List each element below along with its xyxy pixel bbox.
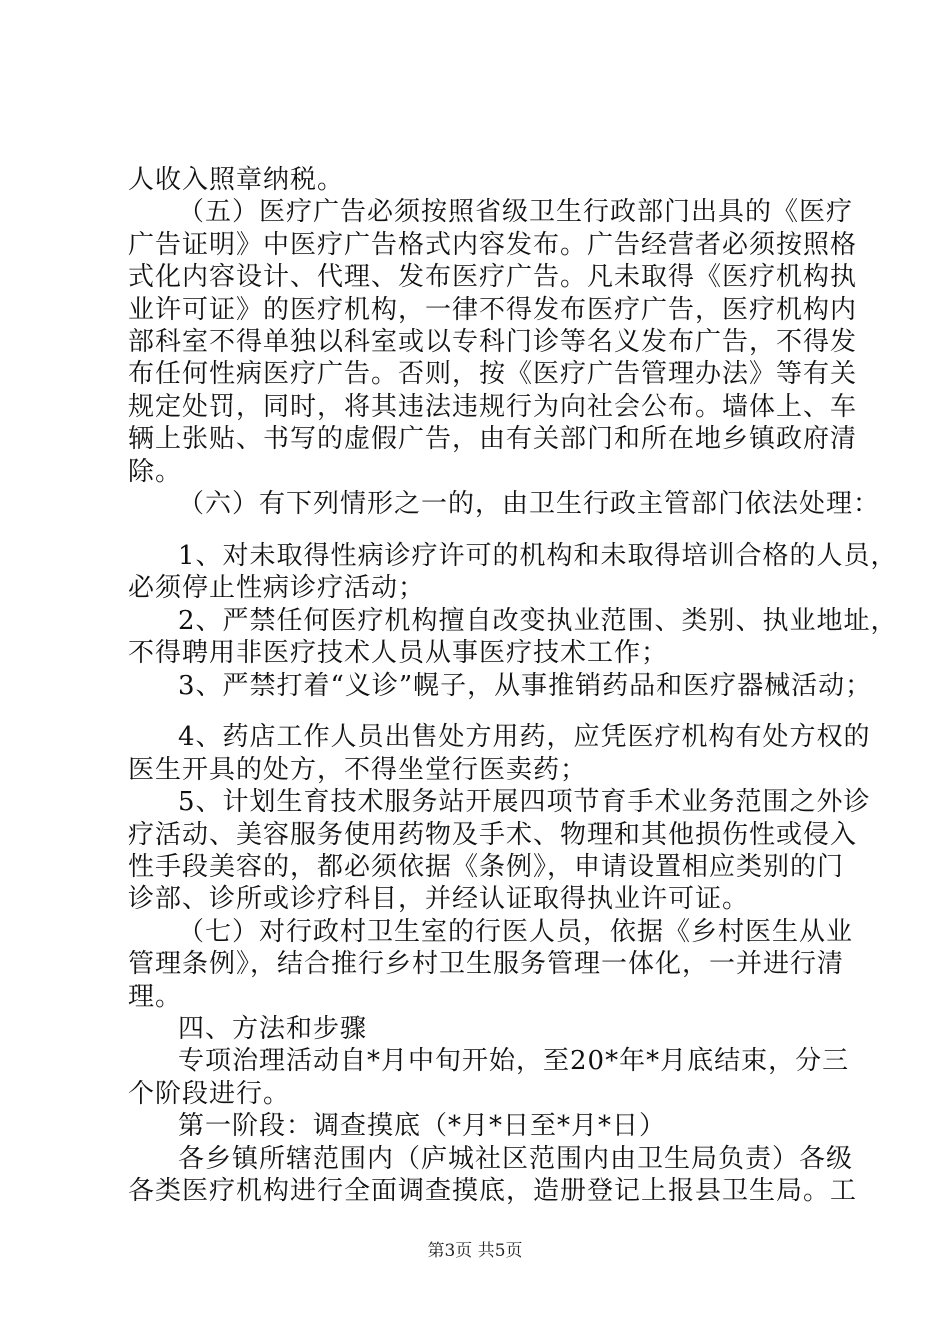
text-line: 布任何性病医疗广告。否则，按《医疗广告管理办法》等有关	[128, 359, 858, 389]
text-line: （五）医疗广告必须按照省级卫生行政部门出具的《医疗	[178, 197, 854, 227]
text-line: 各乡镇所辖范围内（庐城社区范围内由卫生局负责）各级	[178, 1144, 854, 1174]
text-line: 业许可证》的医疗机构，一律不得发布医疗广告，医疗机构内	[128, 295, 858, 325]
text-line: 人收入照章纳税。	[128, 165, 345, 195]
text-line: 2、严禁任何医疗机构擅自改变执业范围、类别、执业地址，	[178, 606, 898, 636]
text-line: 各类医疗机构进行全面调查摸底，造册登记上报县卫生局。工	[128, 1176, 858, 1206]
text-line: 第一阶段：调查摸底（*月*日至*月*日）	[178, 1111, 667, 1141]
text-line: 广告证明》中医疗广告格式内容发布。广告经营者必须按照格	[128, 230, 858, 260]
text-line: （六）有下列情形之一的，由卫生行政主管部门依法处理：	[178, 489, 881, 519]
text-line: 必须停止性病诊疗活动；	[128, 573, 426, 603]
text-line: 规定处罚，同时，将其违法违规行为向社会公布。墙体上、车	[128, 392, 858, 422]
text-line: 专项治理活动自*月中旬开始，至20*年*月底结束，分三	[178, 1046, 850, 1076]
text-line: 管理条例》，结合推行乡村卫生服务管理一体化，一并进行清	[128, 949, 845, 979]
text-line: 四、方法和步骤	[178, 1014, 368, 1044]
text-line: 不得聘用非医疗技术人员从事医疗技术工作；	[128, 638, 669, 668]
text-line: 个阶段进行。	[128, 1079, 291, 1109]
text-line: 辆上张贴、书写的虚假广告，由有关部门和所在地乡镇政府清	[128, 424, 858, 454]
text-line: 诊部、诊所或诊疗科目，并经认证取得执业许可证。	[128, 884, 750, 914]
text-line: 5、计划生育技术服务站开展四项节育手术业务范围之外诊	[178, 787, 871, 817]
text-line: （七）对行政村卫生室的行医人员，依据《乡村医生从业	[178, 917, 854, 947]
text-line: 医生开具的处方，不得坐堂行医卖药；	[128, 755, 588, 785]
text-line: 理。	[128, 982, 183, 1012]
text-line: 性手段美容的，都必须依据《条例》，申请设置相应类别的门	[128, 852, 845, 882]
page-footer: 第3页 共5页	[427, 1241, 523, 1261]
text-line: 除。	[128, 457, 183, 487]
text-line: 3、严禁打着“义诊”幌子，从事推销药品和医疗器械活动；	[178, 671, 873, 701]
text-line: 式化内容设计、代理、发布医疗广告。凡未取得《医疗机构执	[128, 262, 858, 292]
text-line: 1、对未取得性病诊疗许可的机构和未取得培训合格的人员，	[178, 541, 898, 571]
text-line: 4、药店工作人员出售处方用药，应凭医疗机构有处方权的	[178, 722, 871, 752]
text-line: 疗活动、美容服务使用药物及手术、物理和其他损伤性或侵入	[128, 820, 858, 850]
text-line: 部科室不得单独以科室或以专科门诊等名义发布广告，不得发	[128, 327, 858, 357]
